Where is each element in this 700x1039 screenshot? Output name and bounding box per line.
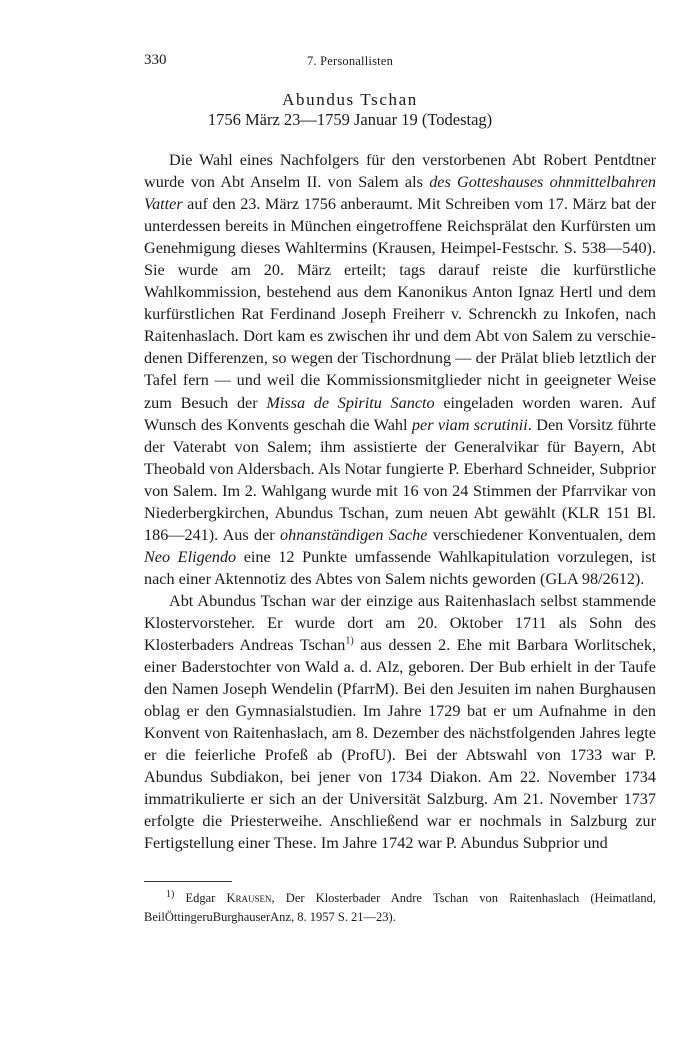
- paragraph-biography: [144, 590, 656, 855]
- text-run: Abt Abundus Tschan war der einzige aus Raitenhaslach selbst stammende Klostervorsteher. Er wurde dort am 20. Oktober 1711 als Sohn des Klosterbaders Andreas Tschan: [144, 591, 656, 655]
- footnote-divider: [144, 881, 232, 882]
- italic-quote: des Gotteshauses ohnmittelbahren Vatter: [144, 173, 657, 214]
- page-number: 330: [144, 52, 167, 68]
- text-run: , Der Klosterbader Andre Tschan von Raitenhaslach (Heimatland, BeilÖttingeruBurghauserAnz, 8. 1957 S. 21—23).: [144, 891, 656, 924]
- italic-quote: Neo Eligendo: [144, 547, 237, 566]
- text-run: aus dessen 2. Ehe mit Barbara Worlitschek, einer Baderstochter von Wald a. d. Alz, geboren. Der Bub erhielt in der Taufe den Namen Joseph Wendelin (PfarrM). Bei den Jesuiten im nahen Burghausen oblag er den Gymnasialstudien. Im Jahre 1729 bat er um Aufnahme in den Konvent von Raitenhaslach, am 8. Dezember des nächstfolgenden Jahres legte er die feierliche Profeß ab (ProfU). Bei der Abtswahl von 1733 war P. Abundus Subdiakon, bei jener von 1734 Diakon. Am 22. November 1734 immatrikulierte er sich an der Universität Salzburg. Am 21. November 1737 erfolgte die Priesterweihe. Anschließend war er nochmals in Salzburg zur Fertigstellung einer These. Im Jahre 1742 war P. Abundus Subprior und: [144, 636, 656, 853]
- footnote-author: Krausen: [226, 891, 272, 905]
- text-run: auf den 23. März 1756 anberaumt. Mit Schreiben vom 17. März bat der unterdessen bereits in München eingetroffene Reichsprälat den Kurfürsten um Genehmigung dieses Wahltermins (Krausen, Heimpel-Festschr. S. 538—540). Sie wurde am 20. März erteilt; tags darauf reiste die kurfürstliche Wahlkommission, bestehend aus dem Kanonikus Anton Ignaz Hertl und dem kurfürstlichen Rat Ferdinand Joseph Freiherr v. Schrenckh zu Inkofen, nach Raitenhaslach. Dort kam es zwischen ihr und dem Abt von Salem zu verschiedenen Differenzen, so wegen der Tischordnung — der Prälat blieb letztlich der Tafel fern — und weil die Kommissionsmitglieder nicht in geeigneter Weise zum Besuch der: [144, 195, 656, 412]
- running-head: 7. Personallisten: [306, 54, 394, 68]
- text-run: eine 12 Punkte umfassende Wahlkapitulation vorzulegen, ist nach einer Aktennotiz des Abtes von Salem nichts geworden (GLA 98/2612).: [144, 547, 656, 588]
- footnote: [144, 889, 656, 927]
- paragraph-election: [144, 149, 656, 590]
- footnote-reference[interactable]: 1): [345, 635, 354, 647]
- italic-quote: per viam scrutinii: [411, 415, 528, 434]
- footnote-marker: 1): [166, 888, 175, 900]
- entry-dates: 1756 März 23—1759 Januar 19 (Todestag): [207, 110, 493, 129]
- text-run: Edgar: [174, 891, 227, 905]
- text-run: . Den Vorsitz führte der Vaterabt von Salem; ihm assistierte der Generalvikar für Bayern, Abt Theobald von Aldersbach. Als Notar fungierte P. Eberhard Schneider, Subprior von Salem. Im 2. Wahlgang wurde mit 16 von 24 Stimmen der Pfarrvikar von Niederbergkirchen, Abundus Tschan, zum neuen Abt gewählt (KLR 151 Bl. 186—241). Aus der: [144, 415, 656, 544]
- italic-quote: Missa de Spiritu Sancto: [266, 393, 435, 412]
- text-run: eingeladen worden waren. Auf Wunsch des Konvents geschah die Wahl: [144, 393, 657, 434]
- italic-quote: ohnanständigen Sache: [280, 525, 428, 544]
- text-run: verschiedener Konventualen, dem: [427, 525, 657, 544]
- text-run: Die Wahl eines Nachfolgers für den verstorbenen Abt Robert Pentdtner wurde von Abt Anselm II. von Salem als: [144, 151, 656, 192]
- entry-name: Abundus Tschan: [282, 90, 418, 109]
- body-text: [144, 149, 656, 855]
